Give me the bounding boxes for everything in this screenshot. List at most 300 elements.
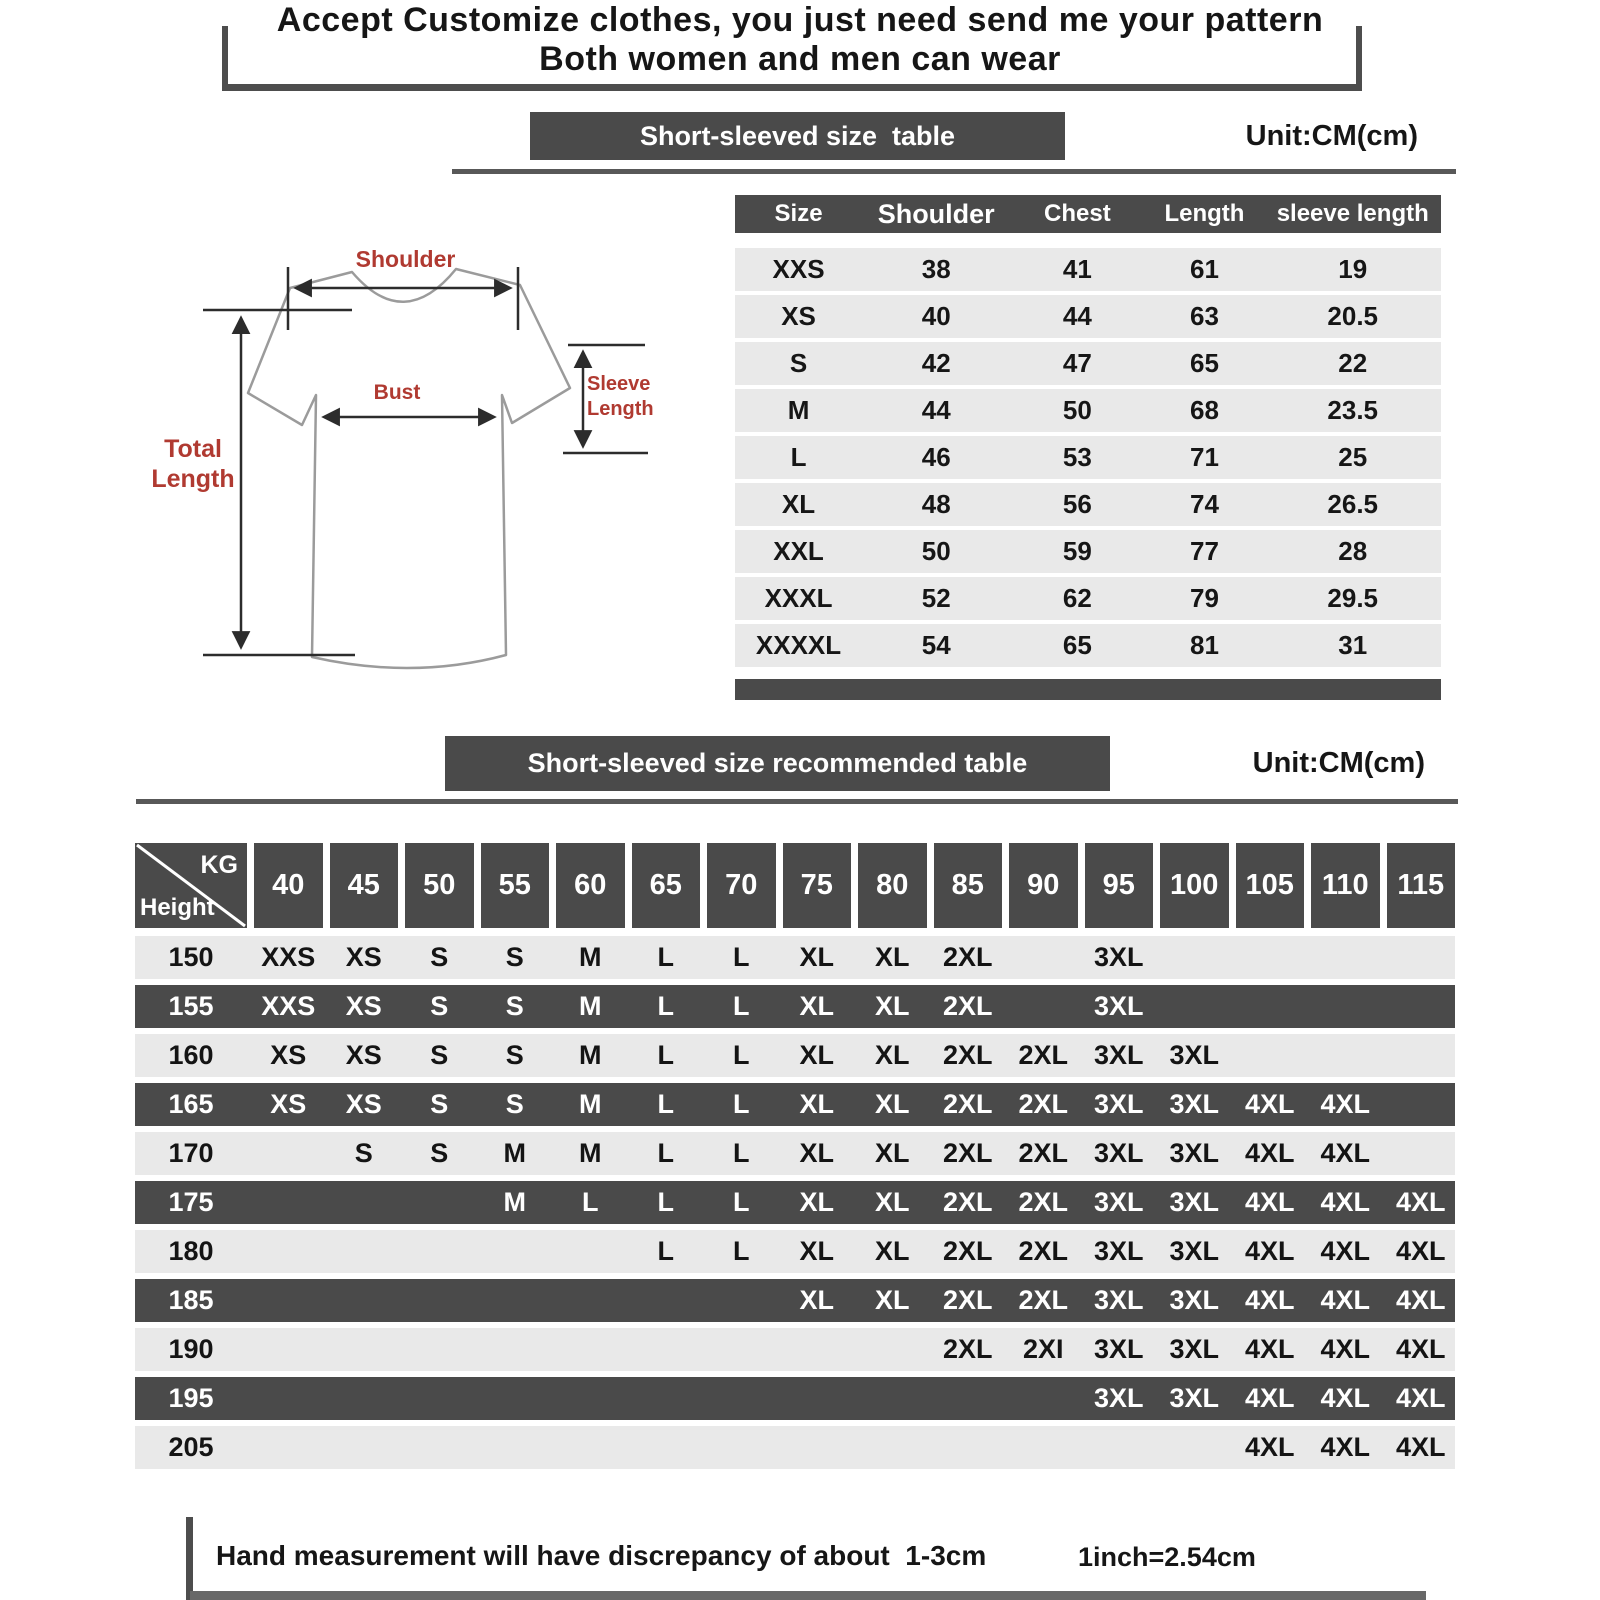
weight-header-cell: 60 xyxy=(556,843,625,928)
total-length-dimension-label xyxy=(140,434,246,494)
size-recommendation-cell xyxy=(254,1377,323,1420)
size-recommendation-cell xyxy=(330,1328,399,1371)
size-recommendation-cell: L xyxy=(657,1089,674,1119)
measurement-cell: 81 xyxy=(1190,630,1219,660)
size-recommendation-cell xyxy=(405,1230,474,1273)
weight-header-cell: 75 xyxy=(783,843,852,928)
height-cell: 150 xyxy=(168,942,214,972)
size-recommendation-cell: L xyxy=(582,1187,599,1217)
recommend-row xyxy=(135,1328,1455,1371)
size-recommendation-cell: 4XL xyxy=(1320,1334,1371,1364)
size-recommendation-cell: S xyxy=(505,1089,524,1119)
recommend-row xyxy=(135,1132,1455,1175)
size-recommendation-cell: L xyxy=(733,1236,750,1266)
size-recommendation-cell xyxy=(1009,936,1078,979)
size-table-header-row xyxy=(735,195,1441,233)
weight-header-cell: 110 xyxy=(1311,843,1380,928)
size-recommendation-cell: 2XL xyxy=(942,1187,993,1217)
size-recommendation-cell: L xyxy=(733,1187,750,1217)
size-recommendation-cell xyxy=(1387,985,1456,1028)
size-recommendation-cell: M xyxy=(579,1040,602,1070)
size-recommendation-cell xyxy=(632,1279,701,1322)
size-recommendation-cell xyxy=(1160,985,1229,1028)
measurement-cell: 41 xyxy=(1062,254,1092,284)
recommend-unit-label: Unit:CM(cm) xyxy=(1252,747,1425,779)
size-recommendation-cell: XS xyxy=(345,942,382,972)
size-recommendation-cell: L xyxy=(657,942,674,972)
footer-bottom-bar xyxy=(190,1591,1426,1600)
size-recommendation-cell: S xyxy=(430,991,449,1021)
recommend-row xyxy=(135,1230,1455,1273)
measurement-cell: 20.5 xyxy=(1327,301,1379,331)
size-recommendation-cell: 3XL xyxy=(1169,1138,1220,1168)
measurement-cell: 40 xyxy=(921,301,951,331)
size-recommendation-cell: 4XL xyxy=(1244,1432,1295,1462)
sleeve-length-dimension-label xyxy=(587,372,654,422)
size-recommendation-cell xyxy=(1236,936,1305,979)
size-recommendation-cell xyxy=(632,1328,701,1371)
size-cell: XXL xyxy=(773,536,824,566)
height-cell: 175 xyxy=(168,1187,214,1217)
size-recommendation-cell: 4XL xyxy=(1395,1236,1446,1266)
size-recommendation-cell: M xyxy=(579,991,602,1021)
size-recommendation-cell: 3XL xyxy=(1169,1383,1220,1413)
recommend-row xyxy=(135,936,1455,979)
size-recommendation-cell xyxy=(783,1426,852,1469)
size-recommendation-cell: 2XL xyxy=(942,1334,993,1364)
size-recommendation-cell: XXS xyxy=(261,942,316,972)
size-recommendation-cell: S xyxy=(430,1089,449,1119)
size-recommendation-cell: 4XL xyxy=(1395,1432,1446,1462)
size-recommendation-cell: L xyxy=(657,1187,674,1217)
recommend-header-row xyxy=(135,843,1455,928)
size-recommendation-cell: XS xyxy=(345,991,382,1021)
weight-header-cell: 105 xyxy=(1236,843,1305,928)
recommend-row xyxy=(135,1181,1455,1224)
weight-header-cell: 90 xyxy=(1009,843,1078,928)
size-recommendation-cell: 3XL xyxy=(1169,1236,1220,1266)
size-recommendation-cell: 4XL xyxy=(1395,1187,1446,1217)
weight-header-cell: 50 xyxy=(405,843,474,928)
weight-header-cell: 70 xyxy=(707,843,776,928)
size-recommendation-cell xyxy=(858,1377,927,1420)
measurement-cell: 74 xyxy=(1190,489,1219,519)
size-recommendation-cell: XL xyxy=(874,1187,910,1217)
size-recommendation-cell: 3XL xyxy=(1093,991,1144,1021)
size-recommendation-cell: 2XL xyxy=(942,1236,993,1266)
size-recommendation-cell: XXS xyxy=(261,991,316,1021)
size-recommendation-cell: S xyxy=(430,1040,449,1070)
size-recommendation-cell xyxy=(707,1426,776,1469)
size-recommendation-cell: L xyxy=(733,1138,750,1168)
size-table-row xyxy=(735,530,1441,573)
height-cell: 155 xyxy=(168,991,214,1021)
size-recommendation-cell: 2XL xyxy=(942,991,993,1021)
kg-height-corner-cell xyxy=(135,843,247,928)
size-table-row xyxy=(735,436,1441,479)
size-recommendation-cell xyxy=(556,1377,625,1420)
size-recommendation-cell xyxy=(481,1377,550,1420)
size-recommendation-cell: M xyxy=(579,1089,602,1119)
size-table-banner: Short-sleeved size table xyxy=(530,112,1065,160)
size-table-column-header: sleeve length xyxy=(1276,200,1429,227)
total-label-line2: Length xyxy=(151,465,235,493)
size-recommendation-cell: L xyxy=(657,1236,674,1266)
measurement-cell: 68 xyxy=(1190,395,1219,425)
size-recommendation-cell: XL xyxy=(799,1187,834,1217)
shoulder-dimension-label: Shoulder xyxy=(355,246,456,272)
size-recommendation-cell: XL xyxy=(874,1040,910,1070)
size-recommendation-cell: 4XL xyxy=(1244,1383,1295,1413)
size-recommendation-cell: 3XL xyxy=(1093,1187,1144,1217)
size-cell: L xyxy=(790,442,807,472)
size-recommendation-cell xyxy=(632,1377,701,1420)
height-cell: 185 xyxy=(168,1285,214,1315)
size-recommendation-cell: 4XL xyxy=(1244,1089,1295,1119)
size-recommendation-cell: XL xyxy=(799,942,834,972)
size-recommendation-cell xyxy=(1311,1034,1380,1077)
size-table-column-header: Size xyxy=(774,200,823,227)
size-recommendation-cell: 2XL xyxy=(942,1285,993,1315)
size-recommendation-cell: 3XL xyxy=(1093,1040,1144,1070)
measurement-cell: 22 xyxy=(1338,348,1368,378)
measurement-cell: 65 xyxy=(1062,630,1092,660)
tshirt-measurement-diagram xyxy=(140,225,720,685)
size-recommendation-cell: M xyxy=(503,1138,526,1168)
size-recommendation-cell: XL xyxy=(799,1138,834,1168)
page-title-line1: Accept Customize clothes, you just need send me your pattern xyxy=(276,1,1324,39)
size-recommendation-cell: XL xyxy=(874,1285,910,1315)
size-recommendation-cell: XL xyxy=(799,1040,834,1070)
size-recommendation-cell: S xyxy=(505,1040,524,1070)
size-table-column-header: Shoulder xyxy=(877,198,995,229)
height-axis-label: Height xyxy=(140,894,215,921)
size-recommendation-cell: 2XI xyxy=(1022,1334,1064,1364)
recommend-row xyxy=(135,1083,1455,1126)
size-recommendation-cell xyxy=(1311,936,1380,979)
size-recommendation-cell xyxy=(330,1426,399,1469)
size-recommendation-cell xyxy=(254,1181,323,1224)
size-recommendation-cell xyxy=(254,1230,323,1273)
size-recommendation-cell xyxy=(254,1426,323,1469)
size-recommendation-cell: XS xyxy=(270,1089,307,1119)
size-recommendation-cell: 4XL xyxy=(1320,1432,1371,1462)
size-recommendation-cell xyxy=(783,1328,852,1371)
size-recommendation-cell: 3XL xyxy=(1169,1334,1220,1364)
size-recommendation-cell: 2XL xyxy=(1018,1040,1069,1070)
size-recommendation-cell: M xyxy=(579,1138,602,1168)
measurement-cell: 77 xyxy=(1190,536,1219,566)
size-recommendation-cell: 3XL xyxy=(1093,1089,1144,1119)
size-recommendation-cell: S xyxy=(505,991,524,1021)
recommend-row xyxy=(135,1279,1455,1322)
size-cell: S xyxy=(789,348,808,378)
size-recommendation-cell xyxy=(1085,1426,1154,1469)
measurement-cell: 23.5 xyxy=(1327,395,1379,425)
size-table-row xyxy=(735,624,1441,667)
measurement-cell: 19 xyxy=(1338,254,1368,284)
height-cell: 165 xyxy=(168,1089,214,1119)
measurement-cell: 59 xyxy=(1062,536,1092,566)
size-recommendation-cell xyxy=(1236,1034,1305,1077)
sleeve-label-line1: Sleeve xyxy=(587,373,651,395)
size-recommendation-cell xyxy=(556,1426,625,1469)
size-cell: XXS xyxy=(772,254,825,284)
size-recommendation-cell xyxy=(330,1181,399,1224)
size-recommendation-cell: XL xyxy=(874,1089,910,1119)
size-recommendation-cell xyxy=(1387,1034,1456,1077)
footer-bracket xyxy=(186,1517,193,1600)
size-recommendation-cell xyxy=(858,1426,927,1469)
measurement-cell: 46 xyxy=(921,442,951,472)
measurement-cell: 47 xyxy=(1062,348,1092,378)
kg-axis-label: KG xyxy=(200,851,238,879)
size-recommendation-cell: 2XL xyxy=(1018,1285,1069,1315)
measurement-cell: 61 xyxy=(1190,254,1219,284)
bust-dimension-label: Bust xyxy=(373,381,421,404)
size-recommendation-cell: XL xyxy=(799,1236,834,1266)
measurement-cell: 53 xyxy=(1062,442,1092,472)
weight-header-cell: 40 xyxy=(254,843,323,928)
size-recommendation-cell xyxy=(405,1426,474,1469)
size-recommendation-cell: S xyxy=(430,942,449,972)
size-recommendation-cell: 3XL xyxy=(1093,1236,1144,1266)
size-table-row xyxy=(735,483,1441,526)
size-table-row xyxy=(735,577,1441,620)
measurement-cell: 26.5 xyxy=(1327,489,1379,519)
size-recommendation-cell xyxy=(1387,1132,1456,1175)
size-recommendation-cell: 2XL xyxy=(942,1040,993,1070)
size-recommendation-cell: XS xyxy=(345,1040,382,1070)
recommend-row xyxy=(135,1426,1455,1469)
size-recommendation-cell: 4XL xyxy=(1244,1187,1295,1217)
size-recommendation-cell: 3XL xyxy=(1093,942,1144,972)
size-cell: XXXL xyxy=(764,583,833,613)
page-title-line2: Both women and men can wear xyxy=(539,40,1061,78)
measurement-cell: 44 xyxy=(1062,301,1092,331)
size-recommendation-cell: 3XL xyxy=(1093,1334,1144,1364)
size-recommendation-cell: L xyxy=(733,942,750,972)
size-recommendation-cell xyxy=(254,1132,323,1175)
measurement-cell: 63 xyxy=(1190,301,1219,331)
size-recommendation-cell: M xyxy=(579,942,602,972)
size-recommendation-cell: XL xyxy=(874,1138,910,1168)
measurement-cell: 71 xyxy=(1190,442,1219,472)
divider-line xyxy=(452,169,1456,174)
size-recommendation-cell: 4XL xyxy=(1320,1138,1371,1168)
size-recommendation-cell: 3XL xyxy=(1093,1285,1144,1315)
size-recommendation-cell: 4XL xyxy=(1244,1138,1295,1168)
size-recommendation-cell: L xyxy=(733,1089,750,1119)
recommend-row xyxy=(135,1377,1455,1420)
size-recommendation-cell xyxy=(934,1426,1003,1469)
measurement-cell: 38 xyxy=(921,254,951,284)
size-recommendation-cell xyxy=(858,1328,927,1371)
sleeve-label-line2: Length xyxy=(587,398,654,420)
size-recommendation-cell xyxy=(934,1377,1003,1420)
size-recommendation-cell xyxy=(1009,985,1078,1028)
total-label-line1: Total xyxy=(164,435,222,463)
size-recommendation-cell: S xyxy=(430,1138,449,1168)
size-table-row xyxy=(735,295,1441,338)
size-recommendation-cell: XL xyxy=(799,1285,834,1315)
size-recommendation-cell: 4XL xyxy=(1244,1285,1295,1315)
size-recommendation-cell: 2XL xyxy=(942,1089,993,1119)
size-recommendation-cell: 4XL xyxy=(1244,1236,1295,1266)
size-recommendation-cell xyxy=(1009,1426,1078,1469)
size-recommendation-cell: 2XL xyxy=(1018,1236,1069,1266)
size-recommendation-cell xyxy=(405,1377,474,1420)
size-recommendation-cell: 4XL xyxy=(1320,1187,1371,1217)
measurement-cell: 50 xyxy=(1062,395,1092,425)
weight-header-cell: 85 xyxy=(934,843,1003,928)
size-recommendation-cell xyxy=(1236,985,1305,1028)
recommend-row xyxy=(135,985,1455,1028)
size-recommendation-cell xyxy=(1387,936,1456,979)
title-bracket xyxy=(222,26,1362,91)
size-recommendation-table xyxy=(135,843,1455,1475)
size-recommendation-cell: 3XL xyxy=(1169,1187,1220,1217)
measurement-note: Hand measurement will have discrepancy of about 1-3cm xyxy=(216,1540,987,1571)
measurement-cell: 25 xyxy=(1338,442,1368,472)
size-recommendation-cell xyxy=(481,1230,550,1273)
height-cell: 205 xyxy=(168,1432,214,1462)
height-cell: 160 xyxy=(168,1040,214,1070)
height-cell: 190 xyxy=(168,1334,214,1364)
weight-header-cell: 80 xyxy=(858,843,927,928)
size-table-unit-label: Unit:CM(cm) xyxy=(1245,120,1418,152)
size-recommendation-cell xyxy=(1160,1426,1229,1469)
size-recommendation-cell: XL xyxy=(874,1236,910,1266)
size-recommendation-cell: 2XL xyxy=(1018,1138,1069,1168)
recommend-row xyxy=(135,1034,1455,1077)
size-recommendation-cell xyxy=(556,1230,625,1273)
size-recommendation-cell xyxy=(330,1279,399,1322)
size-recommendation-cell: XL xyxy=(874,991,910,1021)
size-recommendation-cell: 4XL xyxy=(1320,1236,1371,1266)
size-table-row xyxy=(735,342,1441,385)
measurement-cell: 42 xyxy=(921,348,951,378)
measurement-cell: 56 xyxy=(1062,489,1092,519)
size-table-row xyxy=(735,389,1441,432)
size-table-bottom-bar xyxy=(735,679,1441,700)
size-recommendation-cell: L xyxy=(657,1138,674,1168)
size-recommendation-cell: 4XL xyxy=(1320,1089,1371,1119)
size-recommendation-cell: XL xyxy=(799,1089,834,1119)
measurement-cell: 44 xyxy=(921,395,951,425)
height-cell: 180 xyxy=(168,1236,214,1266)
recommend-table-body xyxy=(135,936,1455,1469)
size-recommendation-cell: 3XL xyxy=(1169,1089,1220,1119)
size-cell: M xyxy=(787,395,810,425)
size-table-body xyxy=(735,248,1441,667)
size-recommendation-cell: L xyxy=(657,991,674,1021)
size-recommendation-cell xyxy=(1160,936,1229,979)
size-recommendation-cell: 3XL xyxy=(1169,1285,1220,1315)
size-recommendation-cell xyxy=(707,1328,776,1371)
size-recommendation-cell: 3XL xyxy=(1169,1040,1220,1070)
size-recommendation-cell xyxy=(707,1279,776,1322)
weight-header-cell: 45 xyxy=(330,843,399,928)
divider-line-2 xyxy=(136,799,1458,804)
size-table xyxy=(735,195,1441,700)
weight-header-cell: 95 xyxy=(1085,843,1154,928)
size-recommendation-cell xyxy=(330,1377,399,1420)
size-recommendation-cell: XL xyxy=(874,942,910,972)
size-recommendation-cell: 4XL xyxy=(1395,1285,1446,1315)
measurement-cell: 31 xyxy=(1338,630,1368,660)
height-cell: 195 xyxy=(168,1383,214,1413)
size-recommendation-cell xyxy=(556,1279,625,1322)
size-recommendation-cell xyxy=(405,1279,474,1322)
size-recommendation-cell: XS xyxy=(270,1040,307,1070)
size-recommendation-cell xyxy=(707,1377,776,1420)
size-recommendation-cell: 4XL xyxy=(1395,1383,1446,1413)
size-recommendation-cell: M xyxy=(503,1187,526,1217)
size-recommendation-cell xyxy=(330,1230,399,1273)
measurement-cell: 79 xyxy=(1190,583,1219,613)
size-recommendation-cell: 2XL xyxy=(942,942,993,972)
measurement-cell: 29.5 xyxy=(1327,583,1379,613)
size-recommendation-cell: XS xyxy=(345,1089,382,1119)
size-table-column-header: Chest xyxy=(1044,200,1111,227)
size-recommendation-cell: L xyxy=(733,991,750,1021)
measurement-cell: 50 xyxy=(921,536,951,566)
size-cell: XXXXL xyxy=(755,630,842,660)
size-recommendation-cell: 2XL xyxy=(942,1138,993,1168)
size-recommendation-cell xyxy=(783,1377,852,1420)
size-recommendation-cell xyxy=(481,1279,550,1322)
size-table-column-header: Length xyxy=(1164,200,1245,227)
size-recommendation-cell: S xyxy=(354,1138,373,1168)
recommend-table-banner: Short-sleeved size recommended table xyxy=(445,736,1110,791)
weight-header-cell: 65 xyxy=(632,843,701,928)
size-recommendation-cell: 4XL xyxy=(1244,1334,1295,1364)
size-table-row xyxy=(735,248,1441,291)
size-cell: XL xyxy=(781,489,816,519)
size-recommendation-cell xyxy=(1311,985,1380,1028)
size-recommendation-cell: XL xyxy=(799,991,834,1021)
height-cell: 170 xyxy=(168,1138,214,1168)
measurement-cell: 65 xyxy=(1190,348,1219,378)
measurement-cell: 62 xyxy=(1062,583,1092,613)
weight-header-cell: 55 xyxy=(481,843,550,928)
inch-conversion-note: 1inch=2.54cm xyxy=(1078,1542,1256,1572)
size-recommendation-cell: 4XL xyxy=(1320,1383,1371,1413)
size-recommendation-cell xyxy=(1387,1083,1456,1126)
measurement-cell: 48 xyxy=(921,489,951,519)
size-recommendation-cell xyxy=(405,1328,474,1371)
size-recommendation-cell xyxy=(632,1426,701,1469)
size-recommendation-cell xyxy=(481,1426,550,1469)
size-recommendation-cell xyxy=(1009,1377,1078,1420)
size-recommendation-cell xyxy=(254,1279,323,1322)
size-cell: XS xyxy=(781,301,816,331)
measurement-cell: 52 xyxy=(921,583,951,613)
size-recommendation-cell: L xyxy=(657,1040,674,1070)
measurement-cell: 54 xyxy=(921,630,951,660)
size-recommendation-cell: 2XL xyxy=(1018,1089,1069,1119)
size-recommendation-cell: 2XL xyxy=(1018,1187,1069,1217)
size-recommendation-cell: L xyxy=(733,1040,750,1070)
size-recommendation-cell xyxy=(254,1328,323,1371)
size-recommendation-cell: 3XL xyxy=(1093,1138,1144,1168)
weight-header-cell: 100 xyxy=(1160,843,1229,928)
size-recommendation-cell: 3XL xyxy=(1093,1383,1144,1413)
size-recommendation-cell: 4XL xyxy=(1320,1285,1371,1315)
size-recommendation-cell: 4XL xyxy=(1395,1334,1446,1364)
measurement-cell: 28 xyxy=(1338,536,1368,566)
